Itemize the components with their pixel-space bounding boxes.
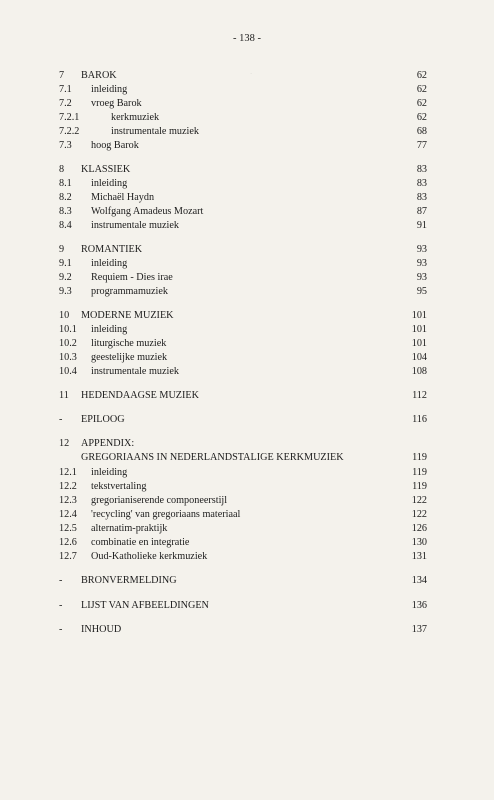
toc-entry-title: geestelijke muziek (91, 352, 168, 363)
toc-entry (0, 480, 494, 494)
toc-entry (0, 466, 494, 480)
toc-entry-number: 7.3 (59, 140, 72, 151)
toc-entry-title: GREGORIAANS IN NEDERLANDSTALIGE KERKMUZIEK (81, 452, 344, 463)
toc-entry (0, 623, 494, 637)
toc-entry (0, 451, 494, 465)
toc-entry (0, 111, 494, 125)
toc-entry-number: 12.1 (59, 467, 77, 478)
toc-entry-title: INHOUD (81, 624, 122, 635)
toc-entry-number: 9.2 (59, 272, 72, 283)
toc-entry (0, 69, 494, 83)
toc-entry-title: instrumentale muziek (91, 366, 179, 377)
toc-entry-number: - (59, 575, 63, 586)
toc-entry-title: HEDENDAAGSE MUZIEK (81, 390, 199, 401)
toc-entry-number: 8 (59, 164, 65, 175)
toc-entry-page: 62 (416, 112, 427, 123)
toc-entry-page: 68 (416, 126, 427, 137)
toc-entry-title: EPILOOG (81, 414, 125, 425)
toc-entry (0, 243, 494, 257)
toc-entry-number: 12.2 (59, 481, 77, 492)
toc-entry (0, 125, 494, 139)
toc-entry (0, 437, 494, 451)
toc-entry-title: inleiding (91, 84, 128, 95)
toc-entry-page: 137 (411, 624, 427, 635)
toc-entry-page: 91 (416, 220, 427, 231)
toc-entry (0, 351, 494, 365)
toc-entry-page: 130 (411, 537, 427, 548)
toc-entry-title: alternatim-praktijk (91, 523, 168, 534)
toc-entry-page: 83 (416, 192, 427, 203)
toc-entry-title: tekstvertaling (91, 481, 147, 492)
toc-entry-title: BAROK (81, 70, 117, 81)
toc-entry-title: hoog Barok (91, 140, 139, 151)
toc-entry-page: 108 (411, 366, 427, 377)
toc-entry-title: Oud-Katholieke kerkmuziek (91, 551, 208, 562)
toc-entry-title: MODERNE MUZIEK (81, 310, 174, 321)
toc-entry (0, 309, 494, 323)
toc-entry-page: 83 (416, 164, 427, 175)
toc-entry (0, 389, 494, 403)
toc-entry-number: 11 (59, 390, 69, 401)
toc-entry-page: 77 (416, 140, 427, 151)
toc-entry (0, 337, 494, 351)
toc-entry-number: 12.4 (59, 509, 77, 520)
toc-entry-page: 119 (412, 481, 427, 492)
toc-entry (0, 285, 494, 299)
toc-entry-page: 104 (411, 352, 427, 363)
toc-entry (0, 574, 494, 588)
toc-entry-title: inleiding (91, 258, 128, 269)
toc-entry-number: - (59, 624, 63, 635)
toc-entry-title: Requiem - Dies irae (91, 272, 173, 283)
toc-entry-page: 131 (411, 551, 427, 562)
toc-entry-number: 8.3 (59, 206, 72, 217)
toc-entry-page: 116 (412, 414, 427, 425)
toc-entry-number: 12.5 (59, 523, 77, 534)
toc-entry-number: 12.3 (59, 495, 77, 506)
toc-entry-page: 101 (411, 338, 427, 349)
toc-entry-number: 10.4 (59, 366, 77, 377)
toc-entry-page: 136 (411, 600, 427, 611)
toc-entry (0, 83, 494, 97)
toc-entry (0, 599, 494, 613)
toc-entry-page: 93 (416, 272, 427, 283)
toc-entry-number: 7.2 (59, 98, 72, 109)
toc-entry-page: 119 (412, 452, 427, 463)
toc-entry-title: liturgische muziek (91, 338, 167, 349)
toc-entry-page: 93 (416, 244, 427, 255)
show-through-background: . (250, 66, 253, 76)
toc-entry-page: 101 (411, 310, 427, 321)
toc-entry-page: 93 (416, 258, 427, 269)
toc-entry-page: 83 (416, 178, 427, 189)
toc-entry (0, 522, 494, 536)
toc-entry (0, 413, 494, 427)
toc-entry-page: 95 (416, 286, 427, 297)
toc-entry-title: instrumentale muziek (91, 220, 179, 231)
toc-entry-number: 12.6 (59, 537, 77, 548)
toc-entry (0, 365, 494, 379)
toc-entry-number: 7.2.1 (59, 112, 80, 123)
toc-entry-number: 10.2 (59, 338, 77, 349)
toc-entry (0, 271, 494, 285)
toc-entry-number: 7 (59, 70, 65, 81)
toc-entry-title: kerkmuziek (111, 112, 160, 123)
toc-entry-number: 12 (59, 438, 70, 449)
toc-entry-title: ROMANTIEK (81, 244, 143, 255)
toc-entry (0, 550, 494, 564)
toc-entry-number: 12.7 (59, 551, 77, 562)
toc-entry-title: KLASSIEK (81, 164, 131, 175)
toc-entry (0, 536, 494, 550)
toc-entry-number: 9.1 (59, 258, 72, 269)
toc-entry-number: 9.3 (59, 286, 72, 297)
toc-entry-title: LIJST VAN AFBEELDINGEN (81, 600, 209, 611)
toc-entry-title: 'recycling' van gregoriaans materiaal (91, 509, 241, 520)
toc-entry-page: 62 (416, 70, 427, 81)
toc-entry (0, 219, 494, 233)
toc-entry (0, 257, 494, 271)
toc-entry-number: 7.2.2 (59, 126, 80, 137)
toc-entry-title: Michaël Haydn (91, 192, 155, 203)
toc-entry-page: 87 (416, 206, 427, 217)
toc-entry-number: 10.3 (59, 352, 77, 363)
toc-entry-page: 112 (412, 390, 427, 401)
toc-entry-title: programmamuziek (91, 286, 168, 297)
toc-entry-title: BRONVERMELDING (81, 575, 177, 586)
toc-entry-title: Wolfgang Amadeus Mozart (91, 206, 204, 217)
toc-entry-title: APPENDIX: (81, 438, 135, 449)
toc-entry (0, 508, 494, 522)
toc-entry-page: 122 (411, 495, 427, 506)
toc-entry (0, 323, 494, 337)
toc-entry-page: 126 (411, 523, 427, 534)
toc-entry-number: - (59, 600, 63, 611)
toc-entry-page: 62 (416, 84, 427, 95)
toc-entry-title: inleiding (91, 178, 128, 189)
toc-entry-number: 8.1 (59, 178, 72, 189)
toc-entry-page: 134 (411, 575, 427, 586)
toc-entry-title: vroeg Barok (91, 98, 142, 109)
toc-entry (0, 177, 494, 191)
toc-entry-page: 62 (416, 98, 427, 109)
toc-entry-number: 9 (59, 244, 65, 255)
toc-entry-title: combinatie en integratie (91, 537, 190, 548)
toc-entry (0, 97, 494, 111)
toc-entry-title: instrumentale muziek (111, 126, 199, 137)
toc-entry-number: 10 (59, 310, 70, 321)
toc-entry (0, 139, 494, 153)
toc-entry (0, 205, 494, 219)
toc-entry-number: 7.1 (59, 84, 72, 95)
toc-entry-number: - (59, 414, 63, 425)
toc-entry-number: 8.2 (59, 192, 72, 203)
toc-entry-page: 122 (411, 509, 427, 520)
page-number: - 138 - (233, 33, 261, 44)
toc-entry-page: 101 (411, 324, 427, 335)
toc-entry (0, 191, 494, 205)
toc-entry (0, 494, 494, 508)
toc-entry-number: 10.1 (59, 324, 77, 335)
toc-entry-page: 119 (412, 467, 427, 478)
toc-entry-title: inleiding (91, 467, 128, 478)
toc-entry-number: 8.4 (59, 220, 72, 231)
toc-entry-title: gregorianiserende componeerstijl (91, 495, 228, 506)
toc-entry-title: inleiding (91, 324, 128, 335)
toc-entry (0, 163, 494, 177)
